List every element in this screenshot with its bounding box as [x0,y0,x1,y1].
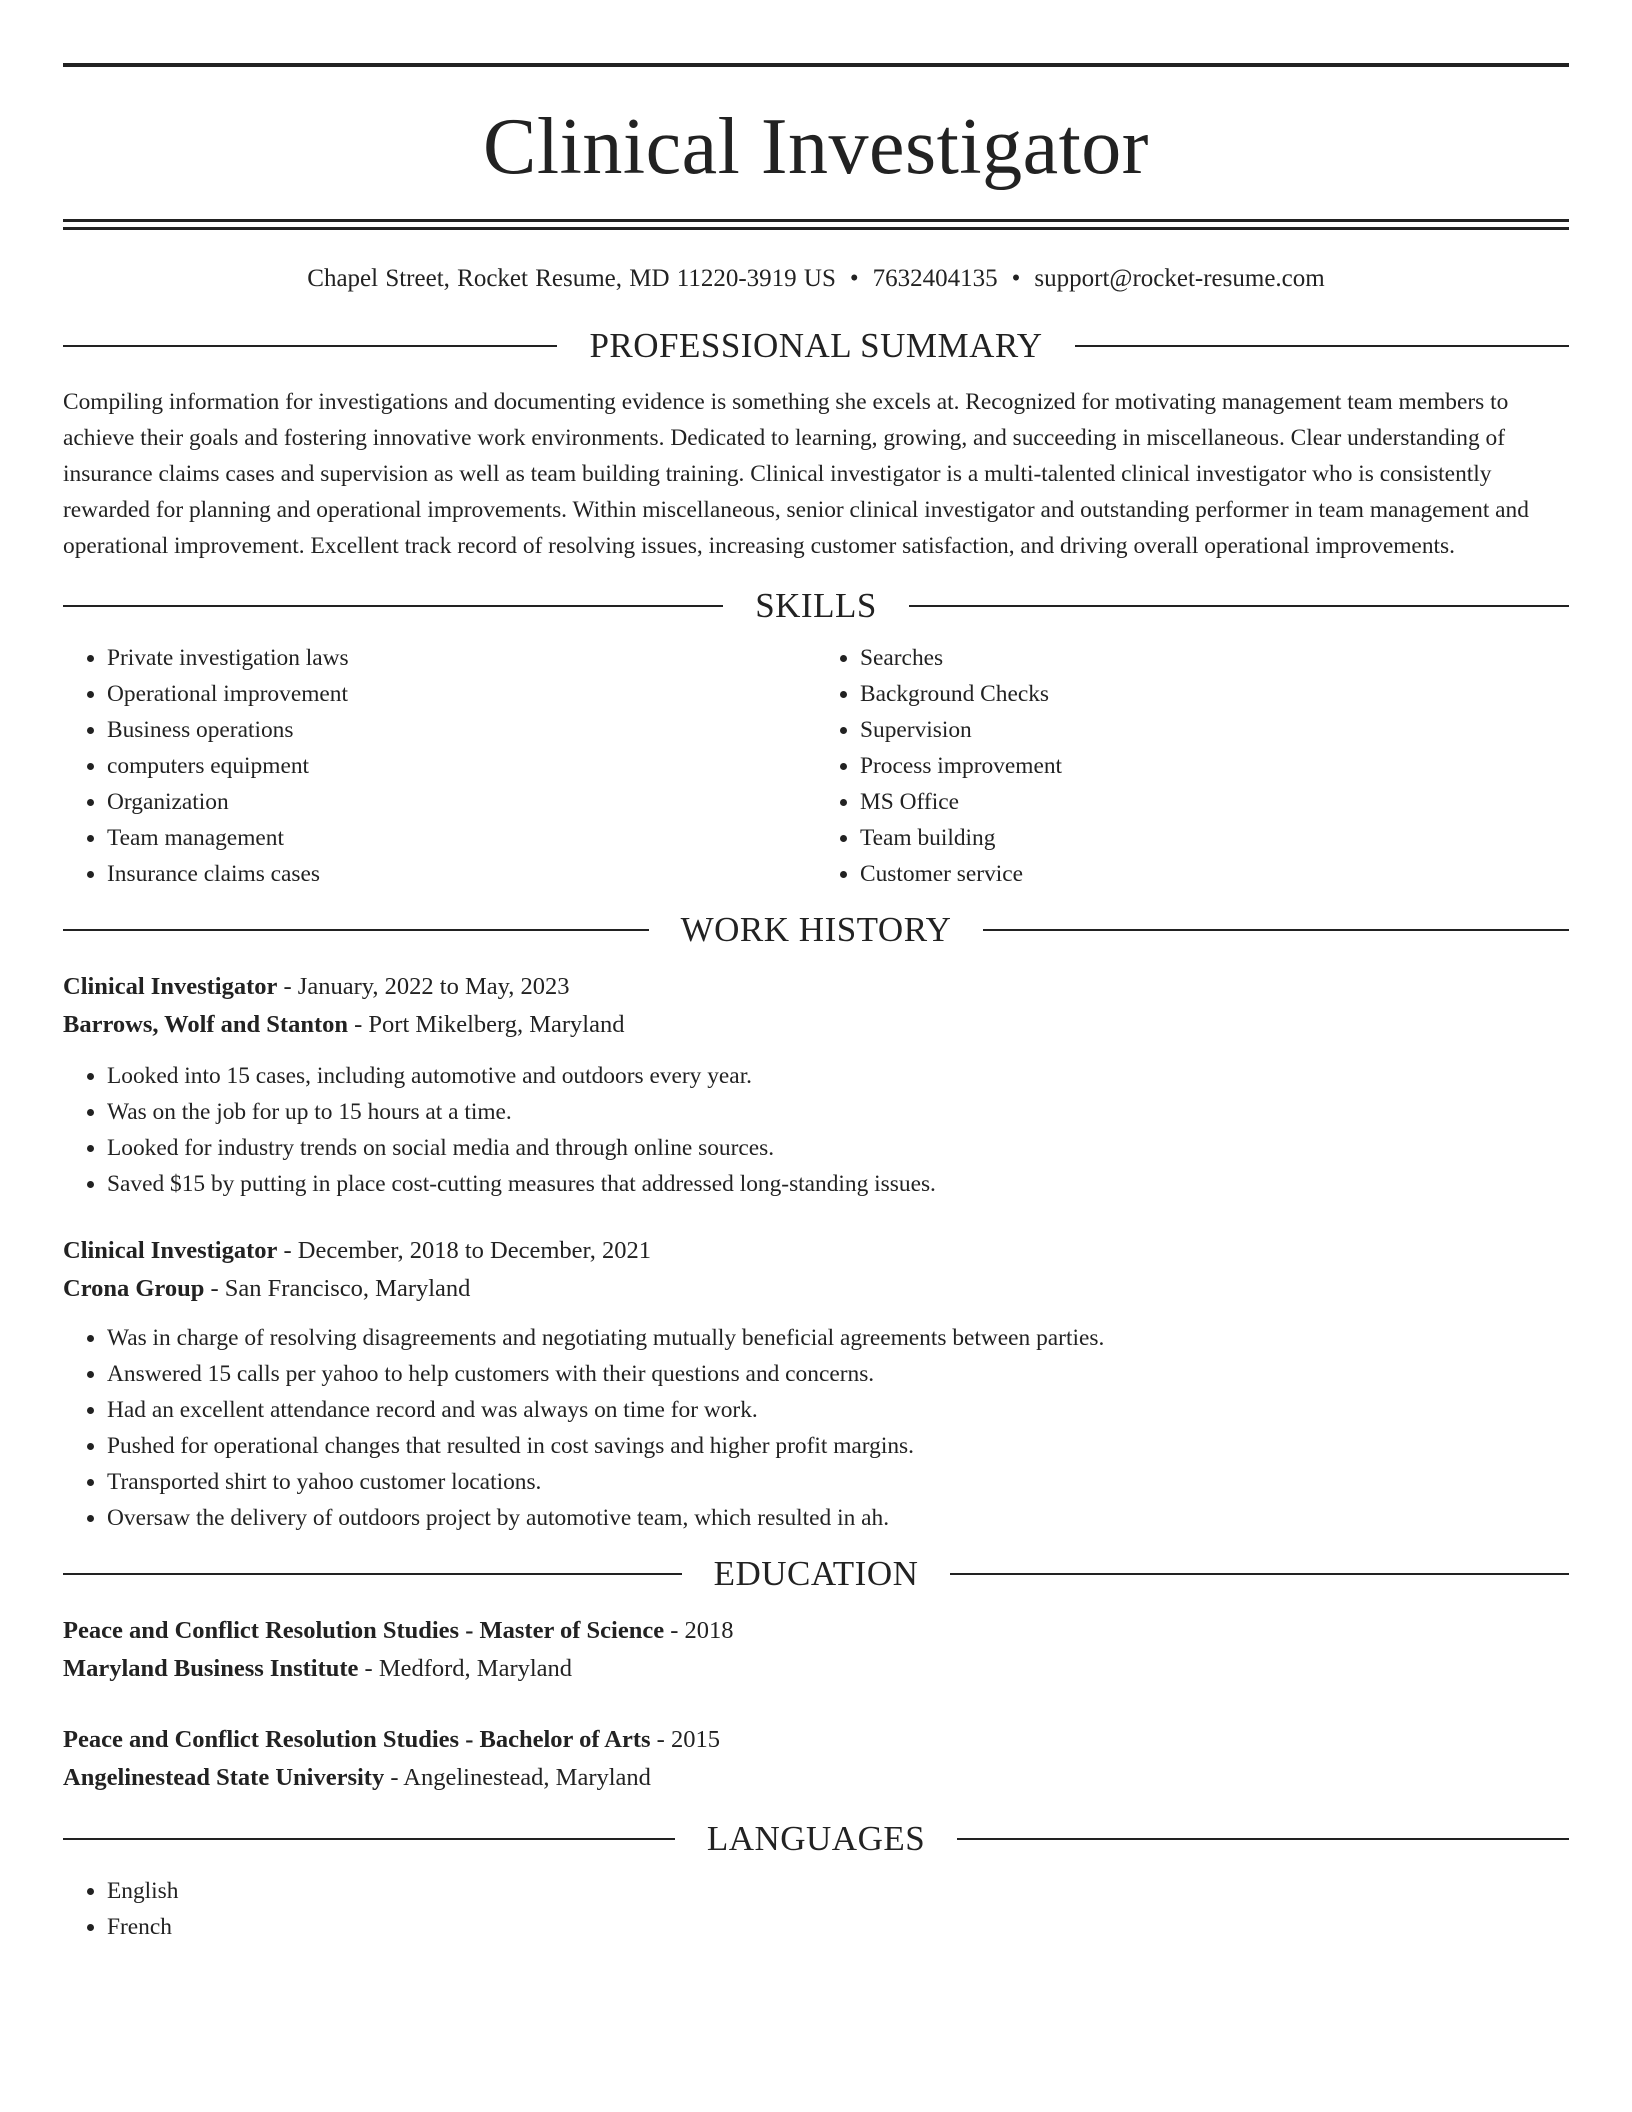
skills-list [63,640,1569,892]
skills-heading: SKILLS [755,586,877,625]
skills-column-left [63,640,816,892]
summary-section-heading [63,326,1569,366]
work-entry [63,968,1569,1202]
job-title: Clinical Investigator [63,1237,278,1264]
skill-item: • Private investigation laws [107,640,816,676]
work-entry [63,1232,1569,1536]
language-item: • French [107,1909,1569,1945]
job-company-line [63,1006,1569,1044]
skill-item: • Supervision [860,712,1569,748]
languages-section-heading [63,1819,1569,1859]
job-bullet: • Had an excellent attendance record and was always on time for work. [107,1392,1569,1428]
job-bullet: • Oversaw the delivery of outdoors project by automotive team, which resulted in ah. [107,1500,1569,1536]
skill-item: • Operational improvement [107,676,816,712]
education-school: Maryland Business Institute [63,1655,359,1682]
education-degree: Peace and Conflict Resolution Studies - Bachelor of Arts [63,1726,651,1753]
skill-item: • Business operations [107,712,816,748]
education-entry [63,1721,1569,1797]
education-degree-line [63,1612,1569,1650]
education-section-heading [63,1554,1569,1594]
job-bullet: • Answered 15 calls per yahoo to help customers with their questions and concerns. [107,1356,1569,1392]
heading-rule-right [983,929,1569,931]
job-dates: - January, 2022 to May, 2023 [277,973,570,1000]
work-section-heading [63,910,1569,950]
job-bullets [63,1320,1569,1536]
name-double-divider [63,219,1569,230]
skill-item: • Team management [107,820,816,856]
language-item: • English [107,1873,1569,1909]
education-degree: Peace and Conflict Resolution Studies - Master of Science [63,1617,665,1644]
skills-column-right [816,640,1569,892]
contact-address: Chapel Street, Rocket Resume, MD 11220-3919 US [307,265,836,292]
heading-rule-right [957,1838,1569,1840]
job-bullet: • Saved $15 by putting in place cost-cutting measures that addressed long-standing issues. [107,1166,1569,1202]
skill-item: • Searches [860,640,1569,676]
job-title: Clinical Investigator [63,973,278,1000]
education-degree-line [63,1721,1569,1759]
skill-item: • Insurance claims cases [107,856,816,892]
job-company: Crona Group [63,1275,205,1302]
education-location: - Medford, Maryland [358,1655,573,1682]
heading-rule-left [63,605,723,607]
skills-section-heading [63,586,1569,626]
job-bullet: • Pushed for operational changes that resulted in cost savings and higher profit margins. [107,1428,1569,1464]
education-school-line [63,1650,1569,1688]
education-location: - Angelinestead, Maryland [384,1764,651,1791]
heading-rule-right [909,605,1569,607]
job-company-line [63,1270,1569,1308]
job-company: Barrows, Wolf and Stanton [63,1011,348,1038]
skill-item: • Organization [107,784,816,820]
job-dates: - December, 2018 to December, 2021 [277,1237,651,1264]
summary-heading: PROFESSIONAL SUMMARY [589,326,1043,365]
heading-rule-right [950,1573,1569,1575]
education-school-line [63,1759,1569,1797]
skill-item: • computers equipment [107,748,816,784]
education-year: - 2015 [650,1726,720,1753]
education-entry [63,1612,1569,1688]
heading-rule-left [63,1573,682,1575]
skill-item: • Background Checks [860,676,1569,712]
job-location: - San Francisco, Maryland [204,1275,471,1302]
job-title-line [63,1232,1569,1270]
languages-heading: LANGUAGES [706,1819,926,1858]
resume-name: Clinical Investigator [483,103,1149,191]
skill-item: • Customer service [860,856,1569,892]
job-bullet: • Looked into 15 cases, including automotive and outdoors every year. [107,1058,1569,1094]
job-bullet: • Was on the job for up to 15 hours at a time. [107,1094,1569,1130]
contact-separator: • [1011,265,1021,292]
languages-list [63,1873,1569,1945]
contact-line [63,264,1569,294]
skill-item: • Process improvement [860,748,1569,784]
job-location: - Port Mikelberg, Maryland [348,1011,625,1038]
job-bullet: • Looked for industry trends on social media and through online sources. [107,1130,1569,1166]
contact-separator: • [849,265,859,292]
job-bullets [63,1058,1569,1202]
education-year: - 2018 [664,1617,734,1644]
heading-rule-left [63,929,649,931]
job-bullet: • Transported shirt to yahoo customer locations. [107,1464,1569,1500]
work-heading: WORK HISTORY [680,910,952,949]
skill-item: • MS Office [860,784,1569,820]
heading-rule-left [63,345,557,347]
skill-item: • Team building [860,820,1569,856]
contact-phone: 7632404135 [872,265,998,292]
top-divider [63,63,1569,67]
summary-text: Compiling information for investigations and documenting evidence is something she excels at. Recognized for motivating management team members to achieve their goals and fostering innovative work environments. Dedicated to learning, growing, and succeeding in miscellaneous. Clear understanding of insurance claims cases and supervision as well as team building training. Clinical investigator is a multi-talented clinical investigator who is consistently rewarded for planning and operational improvements. Within miscellaneous, senior clinical investigator and outstanding performer in team management and operational improvement. Excellent track record of resolving issues, increasing customer satisfaction, and driving overall operational improvements. [63,389,1529,559]
contact-email[interactable]: support@rocket-resume.com [1034,265,1325,292]
job-bullet: • Was in charge of resolving disagreements and negotiating mutually beneficial agreements between parties. [107,1320,1569,1356]
heading-rule-right [1075,345,1569,347]
education-school: Angelinestead State University [63,1764,385,1791]
education-heading: EDUCATION [713,1554,919,1593]
job-title-line [63,968,1569,1006]
heading-rule-left [63,1838,675,1840]
